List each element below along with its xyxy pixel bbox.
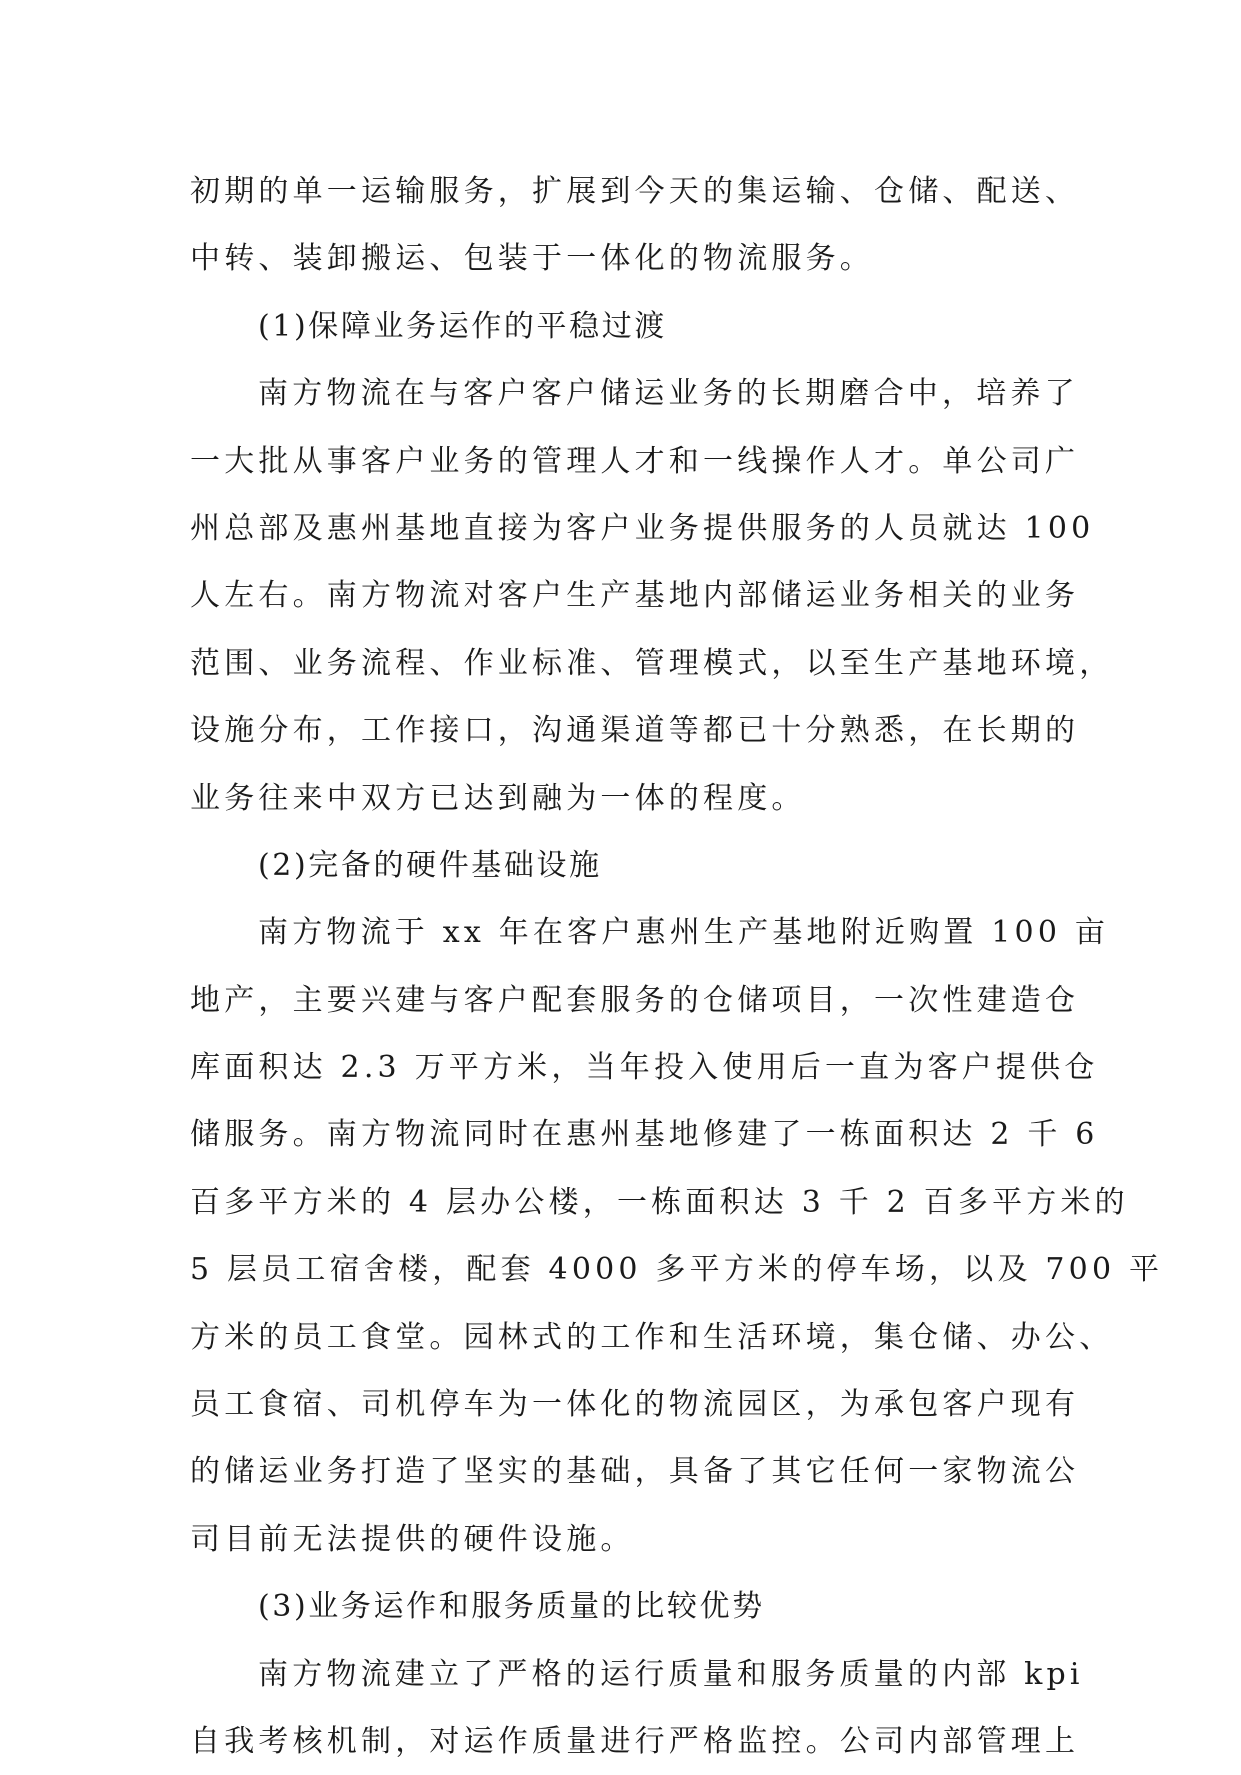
paragraph-line: 南方物流于 xx 年在客户惠州生产基地附近购置 100 亩 xyxy=(258,915,1110,951)
paragraph-line: 一大批从事客户业务的管理人才和一线操作人才。单公司广 xyxy=(190,443,1080,479)
paragraph-line: 人左右。南方物流对客户生产基地内部储运业务相关的业务 xyxy=(190,578,1080,614)
paragraph-line: 员工食宿、司机停车为一体化的物流园区，为承包客户现有 xyxy=(190,1387,1080,1423)
paragraph-line: 初期的单一运输服务，扩展到今天的集运输、仓储、配送、 xyxy=(190,174,1080,209)
paragraph-line: 的储运业务打造了坚实的基础，具备了其它任何一家物流公 xyxy=(190,1454,1080,1490)
section-heading-3: (3)业务运作和服务质量的比较优势 xyxy=(258,1589,765,1625)
paragraph-line: 司目前无法提供的硬件设施。 xyxy=(190,1521,635,1557)
paragraph-line: 设施分布，工作接口，沟通渠道等都已十分熟悉，在长期的 xyxy=(190,713,1080,749)
section-heading-1: (1)保障业务运作的平稳过渡 xyxy=(258,308,667,344)
paragraph-line: 范围、业务流程、作业标准、管理模式，以至生产基地环境， xyxy=(190,645,1114,681)
paragraph-line: 库面积达 2.3 万平方米，当年投入使用后一直为客户提供仓 xyxy=(190,1050,1099,1086)
paragraph-line: 方米的员工食堂。园林式的工作和生活环境，集仓储、办公、 xyxy=(190,1319,1114,1355)
paragraph-line: 5 层员工宿舍楼，配套 4000 多平方米的停车场，以及 700 平 xyxy=(190,1252,1164,1288)
paragraph-line: 南方物流在与客户客户储运业务的长期磨合中，培养了 xyxy=(258,376,1079,412)
paragraph-line: 南方物流建立了严格的运行质量和服务质量的内部 kpi xyxy=(258,1656,1084,1692)
paragraph-line: 州总部及惠州基地直接为客户业务提供服务的人员就达 100 xyxy=(190,510,1095,546)
paragraph-line: 业务往来中双方已达到融为一体的程度。 xyxy=(190,780,806,816)
section-heading-2: (2)完备的硬件基础设施 xyxy=(258,847,602,883)
paragraph-line: 自我考核机制，对运作质量进行严格监控。公司内部管理上 xyxy=(190,1723,1080,1759)
paragraph-line: 储服务。南方物流同时在惠州基地修建了一栋面积达 2 千 6 xyxy=(190,1117,1099,1153)
paragraph-line: 百多平方米的 4 层办公楼，一栋面积达 3 千 2 百多平方米的 xyxy=(190,1184,1129,1220)
paragraph-line: 地产，主要兴建与客户配套服务的仓储项目，一次性建造仓 xyxy=(190,982,1080,1018)
document-body xyxy=(190,158,1164,1775)
paragraph-line: 中转、装卸搬运、包装于一体化的物流服务。 xyxy=(190,241,874,277)
